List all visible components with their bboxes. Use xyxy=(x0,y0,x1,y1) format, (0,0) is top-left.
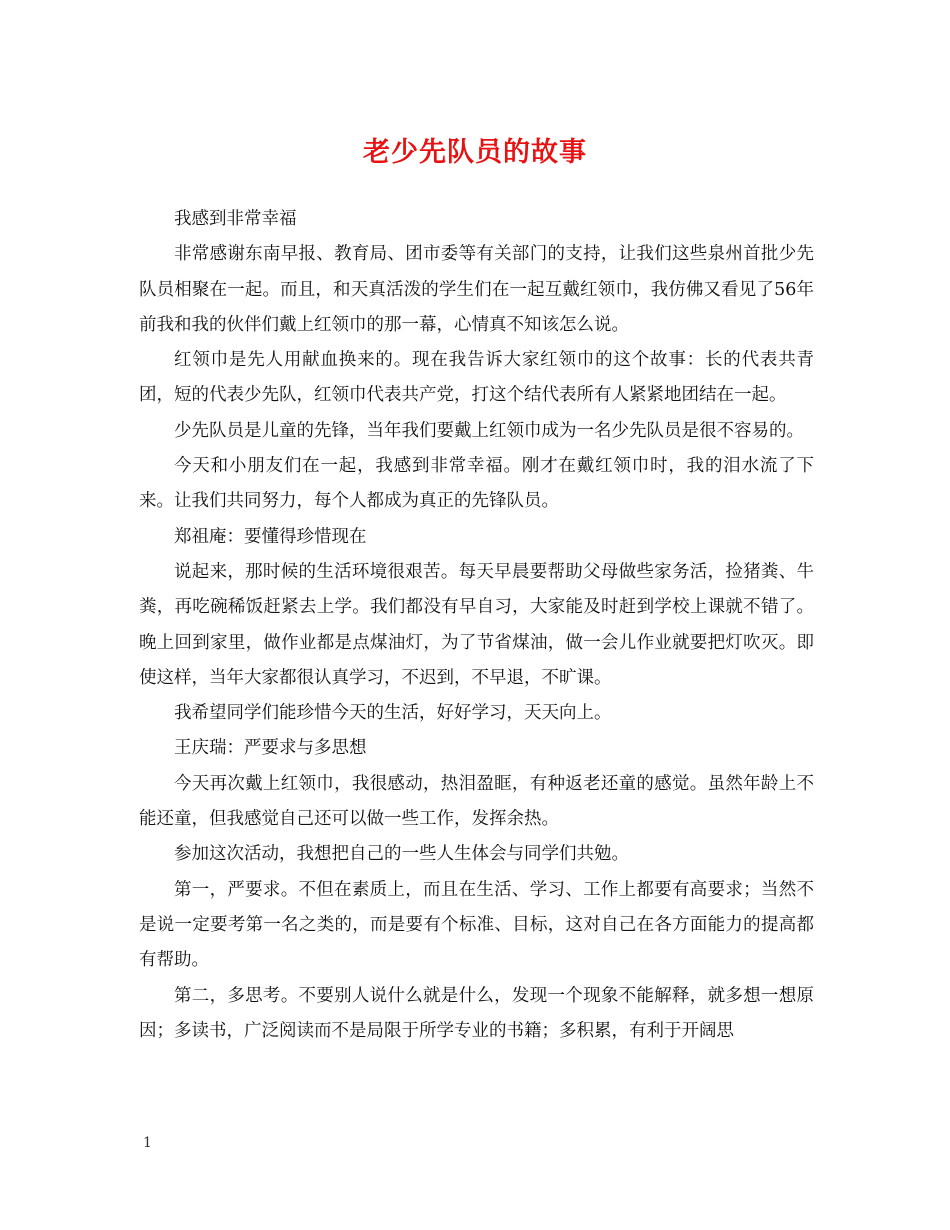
subheading-paragraph: 郑祖庵：要懂得珍惜现在 xyxy=(174,526,367,547)
body-paragraph: 今天再次戴上红领巾，我很感动，热泪盈眶，有种返老还童的感觉。虽然年龄上不能还童，但我感觉自己还可以做一些工作，发挥余热。 xyxy=(139,773,814,830)
body-paragraph: 我希望同学们能珍惜今天的生活，好好学习，天天向上。 xyxy=(174,703,612,724)
body-paragraph: 第一，严要求。不但在素质上，而且在生活、学习、工作上都要有高要求；当然不是说一定要考第一名之类的，而是要有个标准、目标，这对自己在各方面能力的提高都有帮助。 xyxy=(139,879,814,971)
subheading-paragraph: 我感到非常幸福 xyxy=(174,209,297,229)
body-paragraph: 非常感谢东南早报、教育局、团市委等有关部门的支持，让我们这些泉州首批少先队员相聚在一起。而且，和天真活泼的学生们在一起互戴红领巾，我仿佛又看见了56年前我和我的伙伴们戴上红领巾的那一幕，心情真不知该怎么说。 xyxy=(139,244,814,335)
document-title: 老少先队员的故事 xyxy=(363,137,587,168)
body-paragraph: 今天和小朋友们在一起，我感到非常幸福。刚才在戴红领巾时，我的泪水流了下来。让我们共同努力，每个人都成为真正的先锋队员。 xyxy=(139,456,814,512)
page-number: 1 xyxy=(143,1135,152,1151)
body-paragraph: 第二，多思考。不要别人说什么就是什么，发现一个现象不能解释，就多想一想原因；多读书，广泛阅读而不是局限于所学专业的书籍；多积累，有利于开阔思 xyxy=(139,985,814,1041)
body-paragraph: 红领巾是先人用献血换来的。现在我告诉大家红领巾的这个故事：长的代表共青团，短的代表少先队，红领巾代表共产党，打这个结代表所有人紧紧地团结在一起。 xyxy=(139,350,814,406)
body-paragraph: 少先队员是儿童的先锋，当年我们要戴上红领巾成为一名少先队员是很不容易的。 xyxy=(174,420,804,441)
body-paragraph: 说起来，那时候的生活环境很艰苦。每天早晨要帮助父母做些家务活，捡猪粪、牛粪，再吃碗稀饭赶紧去上学。我们都没有早自习，大家能及时赶到学校上课就不错了。晚上回到家里，做作业都是点煤油灯，为了节省煤油，做一会儿作业就要把灯吹灭。即使这样，当年大家都很认真学习，不迟到，不早退，不旷课。 xyxy=(139,561,814,688)
document-body xyxy=(139,202,814,1049)
body-paragraph: 参加这次活动，我想把自己的一些人生体会与同学们共勉。 xyxy=(174,844,629,865)
subheading-paragraph: 王庆瑞：严要求与多思想 xyxy=(174,738,367,759)
